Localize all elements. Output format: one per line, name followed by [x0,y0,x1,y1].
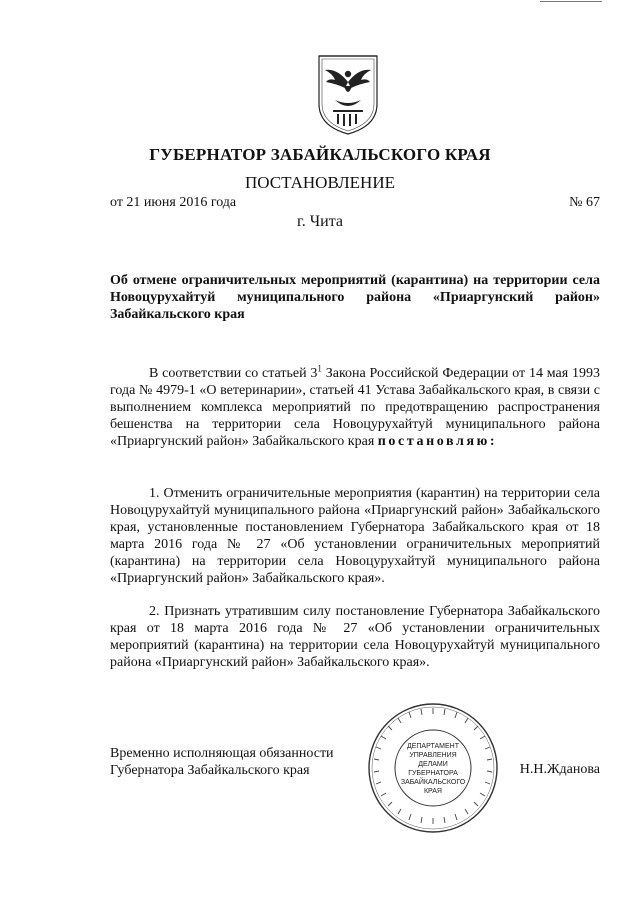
document-subject: Об отмене ограничительных мероприятий (карантина) на территории села Новоцурухайтуй муниципального района «Приаргунский район» Забайкальского края [110,273,600,322]
decree-item-2 [110,603,600,671]
decree-item-text: 1. Отменить ограничительные мероприятия (карантин) на территории села Новоцурухайтуй муниципального района «Приаргунский район» Забайкальского края, установленные постановлением Губернатора Забайкальского края от 18 марта 2016 года № 27 «Об установлении ограничительных мероприятий (карантина) на территории села Новоцурухайтуй муниципального района «Приаргунский район» Забайкальского края». [110,486,600,586]
coat-of-arms-emblem [313,52,383,136]
corner-mark [540,1,602,2]
signatory-title-line-1: Временно исполняющая обязанности [110,746,334,761]
seal-line-5: ЗАБАЙКАЛЬСКОГО [400,779,466,786]
signatory-name: Н.Н.Жданова [519,762,600,777]
preamble-text-start: В соответствии со статьей 3 [149,366,318,381]
issuing-authority: ГУБЕРНАТОР ЗАБАЙКАЛЬСКОГО КРАЯ [149,145,491,164]
document-number: № 67 [569,195,600,210]
seal-line-4: ГУБЕРНАТОРА [408,770,458,777]
decree-item-text: 2. Признать утратившим силу постановление Губернатора Забайкальского края от 18 марта 2016 года № 27 «Об установлении ограничительных мероприятий (карантина) на территории села Новоцурухайтуй муниципального района «Приаргунский район» Забайкальского края». [110,604,600,670]
preamble-paragraph [110,365,600,450]
signatory-title-line-2: Губернатора Забайкальского края [110,763,310,778]
document-type: ПОСТАНОВЛЕНИЕ [244,173,395,192]
seal-line-6: КРАЯ [423,788,443,795]
seal-line-3: ДЕЛАМИ [418,761,448,768]
signatory-title [110,745,334,779]
official-seal [365,700,501,836]
document-date: от 21 июня 2016 года [110,195,237,210]
seal-line-1: ДЕПАРТАМЕНТ [406,743,460,750]
preamble-text-end: Закона Российской Федерации от 14 мая 1993 года № 4979-1 «О ветеринарии», статьей 41 Устава Забайкальского края, в связи с выполнением комплекса мероприятий по предотвращению распространения бешенства на территории села Новоцурухайтуй муниципального района «Приаргунский район» Забайкальского края [110,366,600,449]
article-superscript: 1 [317,363,322,374]
document-city: г. Чита [296,213,343,230]
decree-item-1 [110,485,600,587]
decree-word: постановляю: [377,434,498,449]
seal-line-2: УПРАВЛЕНИЯ [409,752,457,759]
